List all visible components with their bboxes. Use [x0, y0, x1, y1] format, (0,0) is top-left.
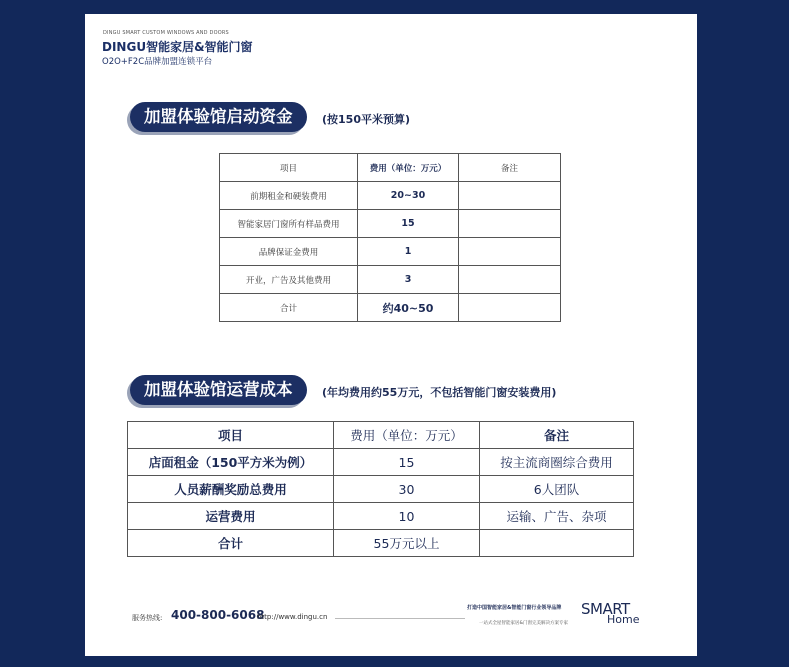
row-note: 按主流商圈综合费用 — [480, 449, 634, 476]
table-header-row — [220, 154, 561, 182]
brand-logo-smart: SMART — [581, 600, 630, 618]
row-item: 智能家居门窗所有样品费用 — [220, 210, 358, 238]
hotline-number: 400-800-6068 — [171, 608, 265, 622]
total-cost: 约40~50 — [358, 294, 459, 322]
total-note — [459, 294, 561, 322]
header-note: 备注 — [480, 422, 634, 449]
brand-logo-home: Home — [607, 613, 640, 626]
header-cost: 费用（单位：万元） — [358, 154, 459, 182]
row-note — [459, 210, 561, 238]
section2-title: 加盟体验馆运营成本 — [130, 375, 307, 405]
header-subtitle: O2O+F2C品牌加盟连锁平台 — [102, 57, 213, 67]
hotline-label: 服务热线: — [132, 614, 163, 622]
table-total-row — [220, 294, 561, 322]
table-row — [128, 476, 634, 503]
row-note — [459, 182, 561, 210]
header-item: 项目 — [220, 154, 358, 182]
table-header-row — [128, 422, 634, 449]
table-total-row — [128, 530, 634, 557]
row-note: 6人团队 — [480, 476, 634, 503]
total-label: 合计 — [220, 294, 358, 322]
row-cost: 10 — [334, 503, 480, 530]
table-row — [220, 238, 561, 266]
website-link[interactable]: http://www.dingu.cn — [257, 613, 328, 621]
total-label: 合计 — [128, 530, 334, 557]
header-note: 备注 — [459, 154, 561, 182]
total-cost: 55万元以上 — [334, 530, 480, 557]
section2-note: (年均费用约55万元，不包括智能门窗安装费用) — [322, 386, 557, 399]
row-item: 人员薪酬奖励总费用 — [128, 476, 334, 503]
row-note — [459, 266, 561, 294]
header-title: DINGU智能家居&智能门窗 — [102, 40, 253, 54]
row-item: 开业，广告及其他费用 — [220, 266, 358, 294]
row-cost: 15 — [334, 449, 480, 476]
footer-slogan-sub: 一站式全屋智能家居&门窗完美解决方案专家 — [479, 621, 569, 626]
operating-cost-table — [127, 421, 634, 557]
table-row — [128, 503, 634, 530]
row-cost: 1 — [358, 238, 459, 266]
row-note: 运输、广告、杂项 — [480, 503, 634, 530]
startup-capital-table — [219, 153, 561, 322]
row-cost: 30 — [334, 476, 480, 503]
row-cost: 15 — [358, 210, 459, 238]
table-row — [220, 182, 561, 210]
document-page — [85, 14, 697, 656]
section1-title: 加盟体验馆启动资金 — [130, 102, 307, 132]
table-row — [128, 449, 634, 476]
header-small-line: DINGU SMART CUSTOM WINDOWS AND DOORS — [103, 30, 229, 36]
row-item: 运营费用 — [128, 503, 334, 530]
section1-note: (按150平米预算) — [322, 113, 411, 126]
row-item: 前期租金和硬装费用 — [220, 182, 358, 210]
header-item: 项目 — [128, 422, 334, 449]
table-row — [220, 210, 561, 238]
header-cost: 费用（单位：万元） — [334, 422, 480, 449]
table-row — [220, 266, 561, 294]
row-cost: 3 — [358, 266, 459, 294]
row-cost: 20~30 — [358, 182, 459, 210]
row-item: 店面租金（150平方米为例） — [128, 449, 334, 476]
row-note — [459, 238, 561, 266]
row-item: 品牌保证金费用 — [220, 238, 358, 266]
total-note — [480, 530, 634, 557]
footer-divider — [335, 618, 465, 619]
footer-slogan-main: 打造中国智能家居&智能门窗行业领导品牌 — [467, 605, 562, 611]
